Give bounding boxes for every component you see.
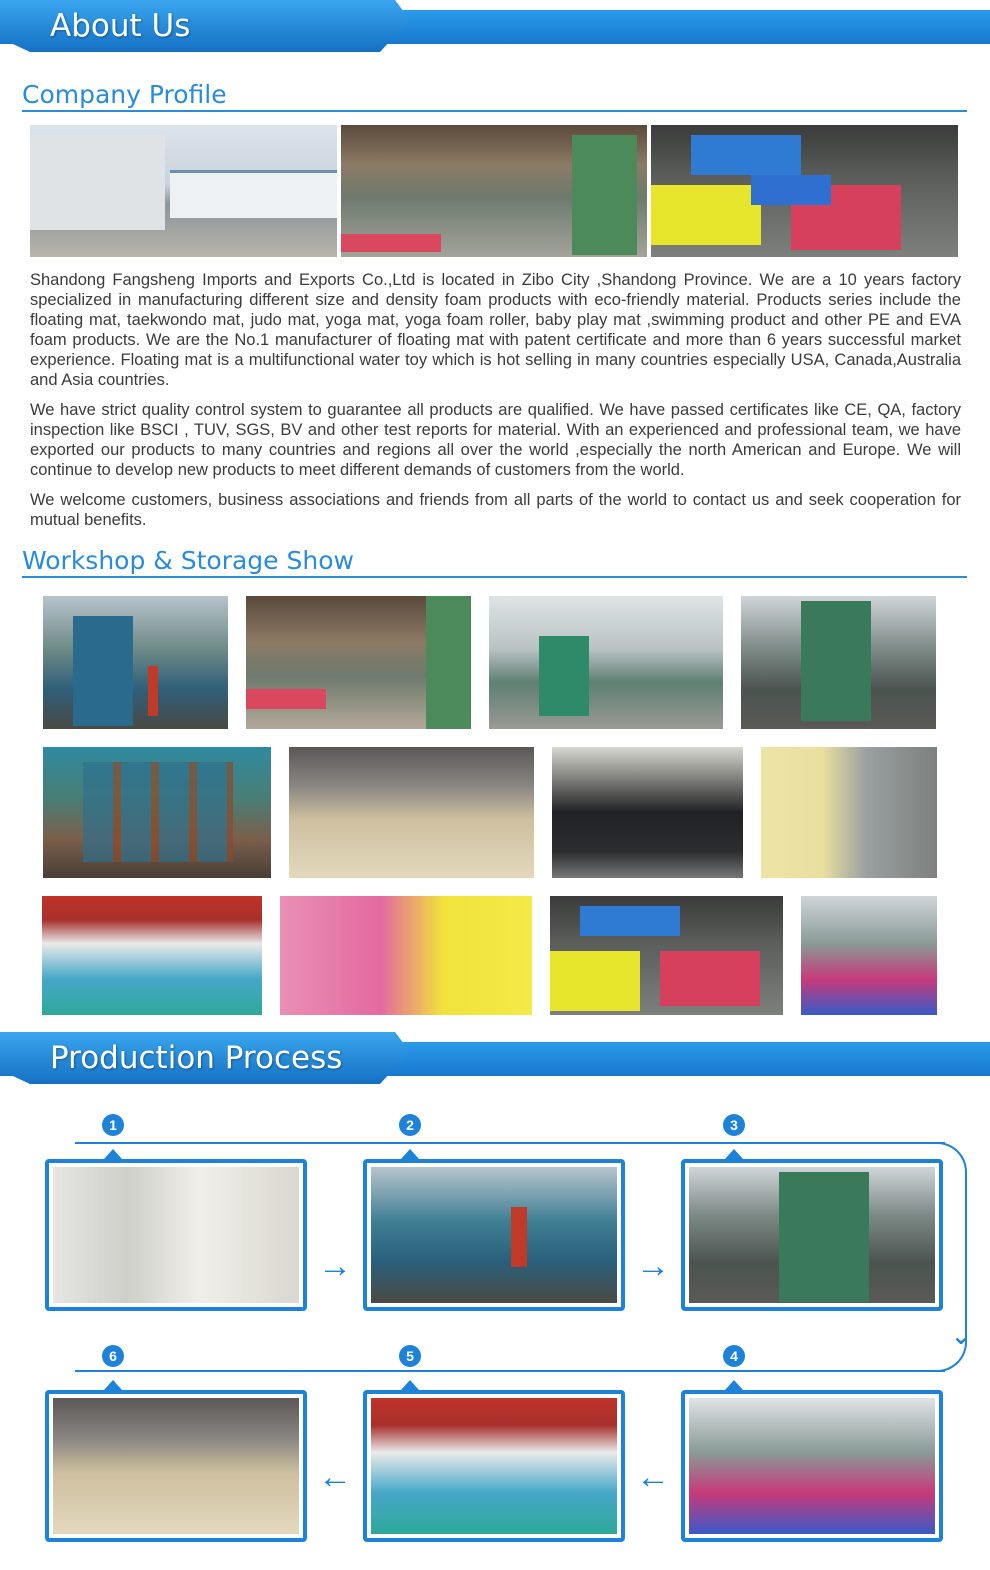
step-number-6: 6	[102, 1345, 124, 1367]
profile-paragraph-1: Shandong Fangsheng Imports and Exports Co.,Ltd is located in Zibo City ,Shandong Province. We are a 10 years factory specialized in manufacturing different size and density foam products with eco-friendly material. Products series include the floating mat, taekwondo mat, judo mat, yoga mat, yoga foam roller, baby play mat ,swimming product and other PE and EVA foam products. We are the No.1 manufacturer of floating mat with patent certificate and more than 6 years successful market experience. Floating mat is a multifunctional water toy which is hot selling in many countries especially USA, Canada,Australia and Asia countries.	[30, 271, 961, 389]
company-profile-divider	[22, 110, 967, 112]
finished-mats-photo	[689, 1398, 935, 1534]
mixing-machine-photo	[371, 1167, 617, 1303]
step-pointer	[401, 1149, 419, 1159]
process-step-1	[45, 1159, 307, 1311]
arrow-left-icon: ←	[318, 1458, 352, 1496]
step-number-5: 5	[399, 1345, 421, 1367]
storage-photo	[280, 896, 532, 1015]
workshop-photo	[489, 596, 723, 729]
step-pointer	[725, 1149, 743, 1159]
production-process-banner	[0, 1032, 990, 1084]
floating-mats-photo	[550, 896, 783, 1015]
step-pointer	[401, 1380, 419, 1390]
factory-exterior-photo	[30, 125, 337, 257]
workshop-photo	[741, 596, 936, 729]
foam-stock-photo	[371, 1398, 617, 1534]
step-number-1: 1	[102, 1114, 124, 1136]
step-number-2: 2	[399, 1114, 421, 1136]
storage-photo	[289, 747, 534, 878]
arrow-left-icon: ←	[636, 1458, 670, 1496]
about-us-title: About Us	[50, 8, 191, 44]
workshop-divider	[22, 576, 967, 578]
process-step-2	[363, 1159, 625, 1311]
company-profile-title: Company Profile	[22, 80, 227, 109]
step-pointer	[725, 1380, 743, 1390]
profile-paragraph-2: We have strict quality control system to guarantee all products are qualified. We have passed certificates like CE, QA, factory inspection like BSCI , TUV, SGS, BV and other test reports for material. With an experienced and professional team, we have exported our products to many countries and regions all over the world ,especially the north American and Europe. We will continue to develop new products to meet different demands of customers from the world.	[30, 401, 961, 479]
process-step-5	[363, 1390, 625, 1542]
workshop-photo	[246, 596, 471, 729]
flow-line-bottom	[75, 1370, 945, 1372]
raw-material-bags-photo	[53, 1167, 299, 1303]
floating-mats-photo	[651, 125, 958, 257]
workshop-title: Workshop & Storage Show	[22, 546, 354, 575]
step-pointer	[104, 1149, 122, 1159]
arrow-down-icon: ⌄	[951, 1323, 972, 1350]
flow-line-top	[75, 1142, 945, 1144]
arrow-right-icon: →	[636, 1247, 670, 1285]
workshop-photo	[43, 596, 228, 729]
storage-photo	[552, 747, 743, 878]
step-number-4: 4	[723, 1345, 745, 1367]
storage-warehouse-photo	[53, 1398, 299, 1534]
profile-paragraph-3: We welcome customers, business associations and friends from all parts of the world to contact us and seek cooperation for mutual benefits.	[30, 491, 961, 529]
workshop-photo	[43, 747, 271, 878]
arrow-right-icon: →	[318, 1247, 352, 1285]
workshop-photo	[801, 896, 937, 1015]
step-pointer	[104, 1380, 122, 1390]
about-us-banner	[0, 0, 990, 52]
storage-photo	[761, 747, 937, 878]
process-step-6	[45, 1390, 307, 1542]
production-process-title: Production Process	[50, 1040, 343, 1076]
process-step-3	[681, 1159, 943, 1311]
press-machine-photo	[689, 1167, 935, 1303]
workshop-press-photo	[341, 125, 647, 257]
storage-photo	[42, 896, 262, 1015]
step-number-3: 3	[723, 1114, 745, 1136]
process-step-4	[681, 1390, 943, 1542]
